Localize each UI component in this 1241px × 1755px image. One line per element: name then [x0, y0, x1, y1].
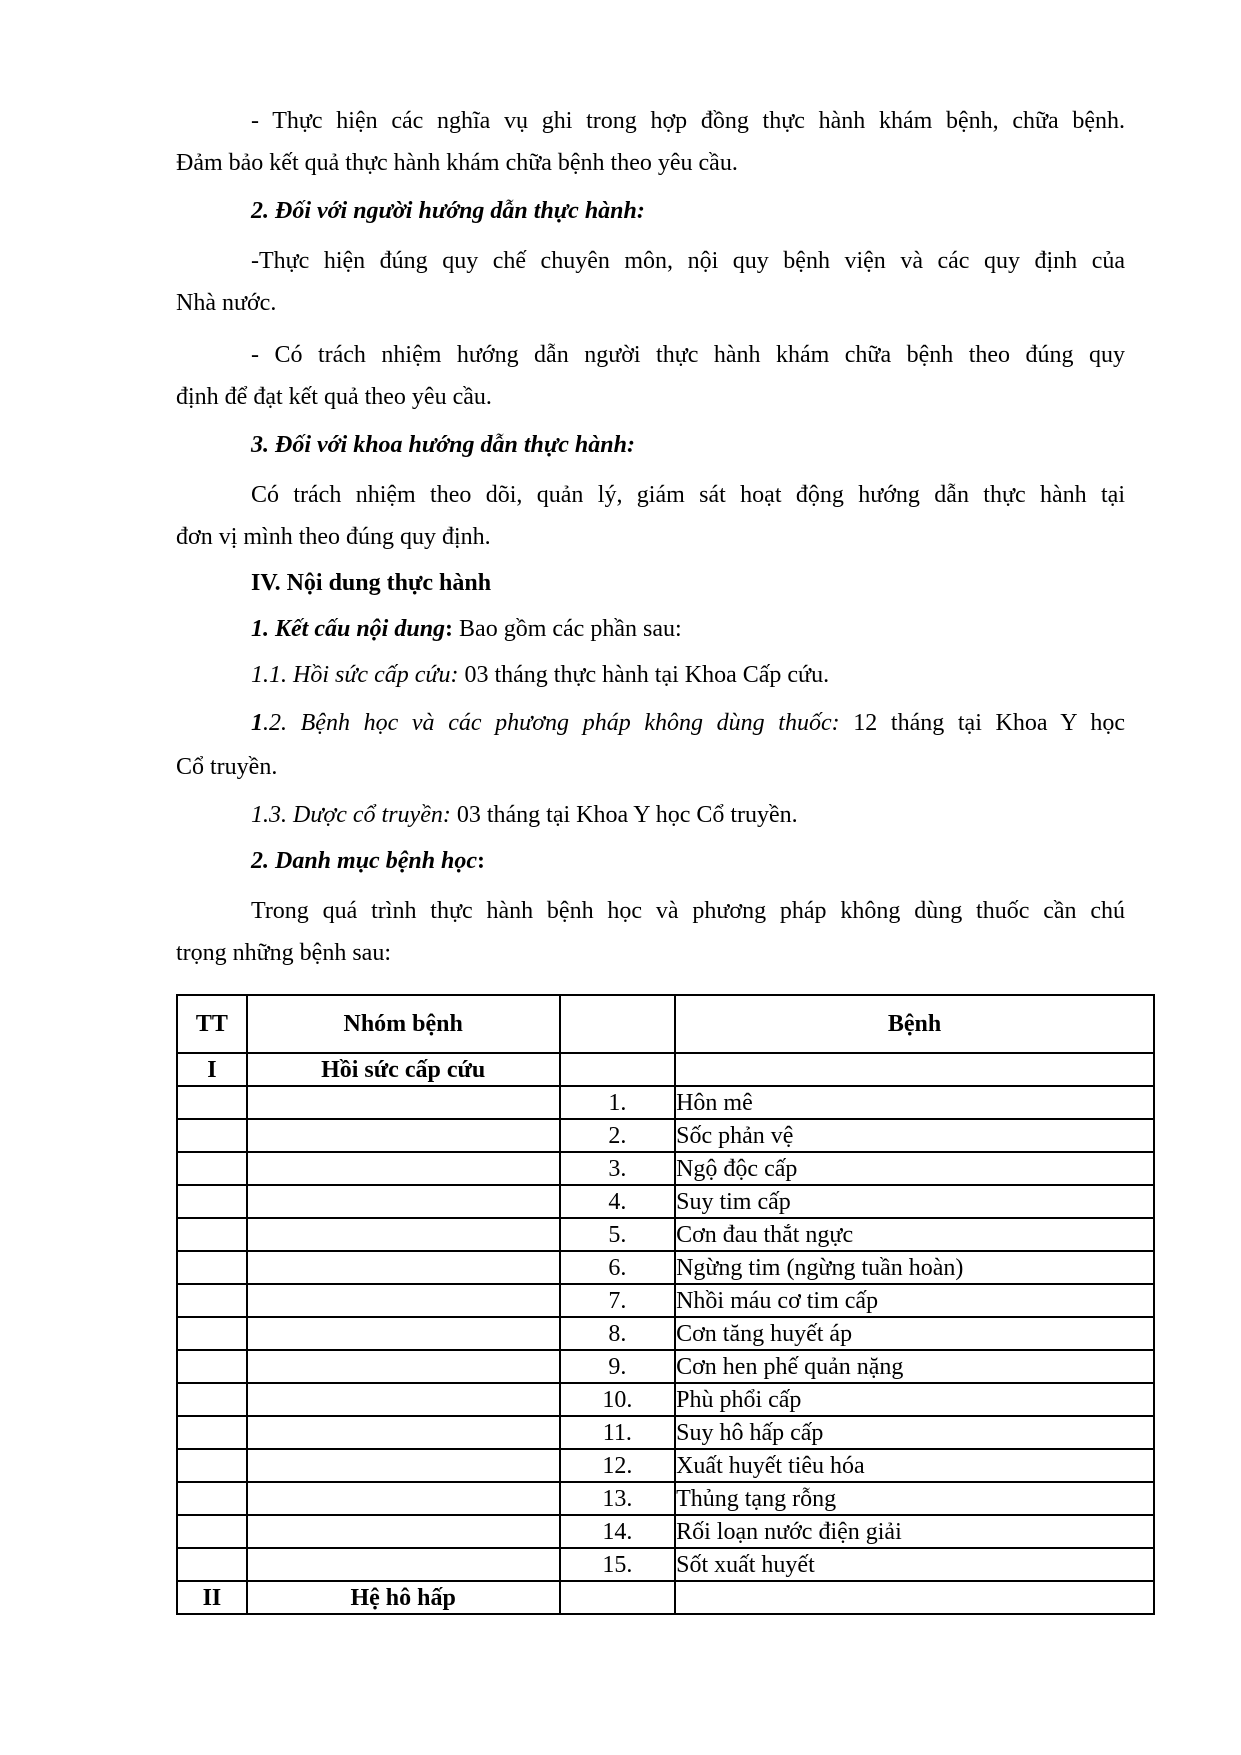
group-empty-disease: [675, 1581, 1154, 1614]
row-disease: Rối loạn nước điện giải: [675, 1515, 1154, 1548]
row-number: 8.: [560, 1317, 676, 1350]
row-disease: Cơn hen phế quản nặng: [675, 1350, 1154, 1383]
cell-empty: [177, 1515, 247, 1548]
table-row: [177, 1284, 1154, 1317]
row-disease: Xuất huyết tiêu hóa: [675, 1449, 1154, 1482]
row-number: 15.: [560, 1548, 676, 1581]
row-disease: Suy tim cấp: [675, 1185, 1154, 1218]
row-number: 9.: [560, 1350, 676, 1383]
table-row: [177, 1185, 1154, 1218]
heading-content: IV. Nội dung thực hành: [251, 570, 492, 596]
heading-instructor: 2. Đối với người hướng dẫn thực hành:: [251, 198, 645, 224]
table-header-row: [177, 995, 1154, 1053]
cell-empty: [177, 1152, 247, 1185]
cell-empty: [177, 1383, 247, 1416]
group-empty-num: [560, 1581, 676, 1614]
row-number: 14.: [560, 1515, 676, 1548]
row-number: 5.: [560, 1218, 676, 1251]
table-row: [177, 1119, 1154, 1152]
cell-empty: [177, 1251, 247, 1284]
table-row: [177, 1449, 1154, 1482]
row-disease: Hôn mê: [675, 1086, 1154, 1119]
table-row: [177, 1086, 1154, 1119]
row-disease: Thủng tạng rỗng: [675, 1482, 1154, 1515]
row-number: 11.: [560, 1416, 676, 1449]
row-disease: Sốt xuất huyết: [675, 1548, 1154, 1581]
cell-empty: [247, 1119, 560, 1152]
group-number: I: [177, 1053, 247, 1086]
cell-empty: [177, 1317, 247, 1350]
paragraph-obligations: - Thực hiện các nghĩa vụ ghi trong hợp đồng thực hành khám bệnh, chữa bệnh.: [251, 108, 1125, 134]
table-row: [177, 1350, 1154, 1383]
cell-empty: [177, 1185, 247, 1218]
paragraph-disease-list-cont: trọng những bệnh sau:: [176, 940, 391, 966]
paragraph-department: Có trách nhiệm theo dõi, quản lý, giám sát hoạt động hướng dẫn thực hành tại: [251, 482, 1125, 508]
cell-empty: [177, 1449, 247, 1482]
cell-empty: [247, 1548, 560, 1581]
header-tt: TT: [177, 995, 247, 1053]
cell-empty: [177, 1482, 247, 1515]
group-empty-num: [560, 1053, 676, 1086]
table-row: [177, 1218, 1154, 1251]
row-number: 7.: [560, 1284, 676, 1317]
cell-empty: [247, 1284, 560, 1317]
cell-empty: [247, 1416, 560, 1449]
row-number: 13.: [560, 1482, 676, 1515]
row-number: 6.: [560, 1251, 676, 1284]
row-number: 10.: [560, 1383, 676, 1416]
group-name: Hồi sức cấp cứu: [247, 1053, 560, 1086]
header-num: [560, 995, 676, 1053]
row-disease: Cơn đau thắt ngực: [675, 1218, 1154, 1251]
group-name: Hệ hô hấp: [247, 1581, 560, 1614]
heading-department: 3. Đối với khoa hướng dẫn thực hành:: [251, 432, 635, 458]
table-row: [177, 1515, 1154, 1548]
row-disease: Cơn tăng huyết áp: [675, 1317, 1154, 1350]
group-empty-disease: [675, 1053, 1154, 1086]
paragraph-instructor-2-cont: định để đạt kết quả theo yêu cầu.: [176, 384, 492, 410]
paragraph-structure: 1. Kết cấu nội dung: Bao gồm các phần sau:: [251, 616, 682, 642]
cell-empty: [247, 1482, 560, 1515]
cell-empty: [247, 1185, 560, 1218]
cell-empty: [247, 1383, 560, 1416]
row-number: 1.: [560, 1086, 676, 1119]
row-number: 3.: [560, 1152, 676, 1185]
row-disease: Sốc phản vệ: [675, 1119, 1154, 1152]
table-row: [177, 1383, 1154, 1416]
table-row: [177, 1152, 1154, 1185]
paragraph-instructor-1-cont: Nhà nước.: [176, 290, 277, 316]
group-number: II: [177, 1581, 247, 1614]
cell-empty: [177, 1119, 247, 1152]
paragraph-disease-list: Trong quá trình thực hành bệnh học và phương pháp không dùng thuốc cần chú: [251, 898, 1125, 924]
cell-empty: [247, 1350, 560, 1383]
cell-empty: [247, 1086, 560, 1119]
table-row: [177, 1251, 1154, 1284]
cell-empty: [247, 1251, 560, 1284]
table-row: [177, 1416, 1154, 1449]
row-disease: Nhồi máu cơ tim cấp: [675, 1284, 1154, 1317]
cell-empty: [247, 1152, 560, 1185]
row-disease: Ngộ độc cấp: [675, 1152, 1154, 1185]
table-group-row: [177, 1053, 1154, 1086]
row-number: 2.: [560, 1119, 676, 1152]
table-row: [177, 1317, 1154, 1350]
cell-empty: [247, 1449, 560, 1482]
item-emergency: 1.1. Hồi sức cấp cứu: 03 tháng thực hành tại Khoa Cấp cứu.: [251, 662, 830, 688]
header-group: Nhóm bệnh: [247, 995, 560, 1053]
row-disease: Suy hô hấp cấp: [675, 1416, 1154, 1449]
cell-empty: [247, 1317, 560, 1350]
cell-empty: [177, 1086, 247, 1119]
paragraph-instructor-1: -Thực hiện đúng quy chế chuyên môn, nội quy bệnh viện và các quy định của: [251, 248, 1125, 274]
paragraph-obligations-cont: Đảm bảo kết quả thực hành khám chữa bệnh theo yêu cầu.: [176, 150, 738, 176]
item-pathology: 1.2. Bệnh học và các phương pháp không dùng thuốc: 12 tháng tại Khoa Y học: [251, 710, 1125, 736]
row-number: 4.: [560, 1185, 676, 1218]
header-disease: Bệnh: [675, 995, 1154, 1053]
cell-empty: [177, 1416, 247, 1449]
table-group-row: [177, 1581, 1154, 1614]
row-disease: Phù phổi cấp: [675, 1383, 1154, 1416]
item-pathology-cont: Cổ truyền.: [176, 754, 278, 780]
cell-empty: [177, 1218, 247, 1251]
cell-empty: [177, 1548, 247, 1581]
table-row: [177, 1548, 1154, 1581]
paragraph-department-cont: đơn vị mình theo đúng quy định.: [176, 524, 491, 550]
cell-empty: [247, 1515, 560, 1548]
heading-disease-list: 2. Danh mục bệnh học:: [251, 848, 486, 874]
item-pharmacy: 1.3. Dược cổ truyền: 03 tháng tại Khoa Y học Cổ truyền.: [251, 802, 798, 828]
disease-table: [176, 994, 1155, 1615]
cell-empty: [177, 1284, 247, 1317]
row-number: 12.: [560, 1449, 676, 1482]
row-disease: Ngừng tim (ngừng tuần hoàn): [675, 1251, 1154, 1284]
cell-empty: [177, 1350, 247, 1383]
cell-empty: [247, 1218, 560, 1251]
paragraph-instructor-2: - Có trách nhiệm hướng dẫn người thực hành khám chữa bệnh theo đúng quy: [251, 342, 1125, 368]
table-row: [177, 1482, 1154, 1515]
